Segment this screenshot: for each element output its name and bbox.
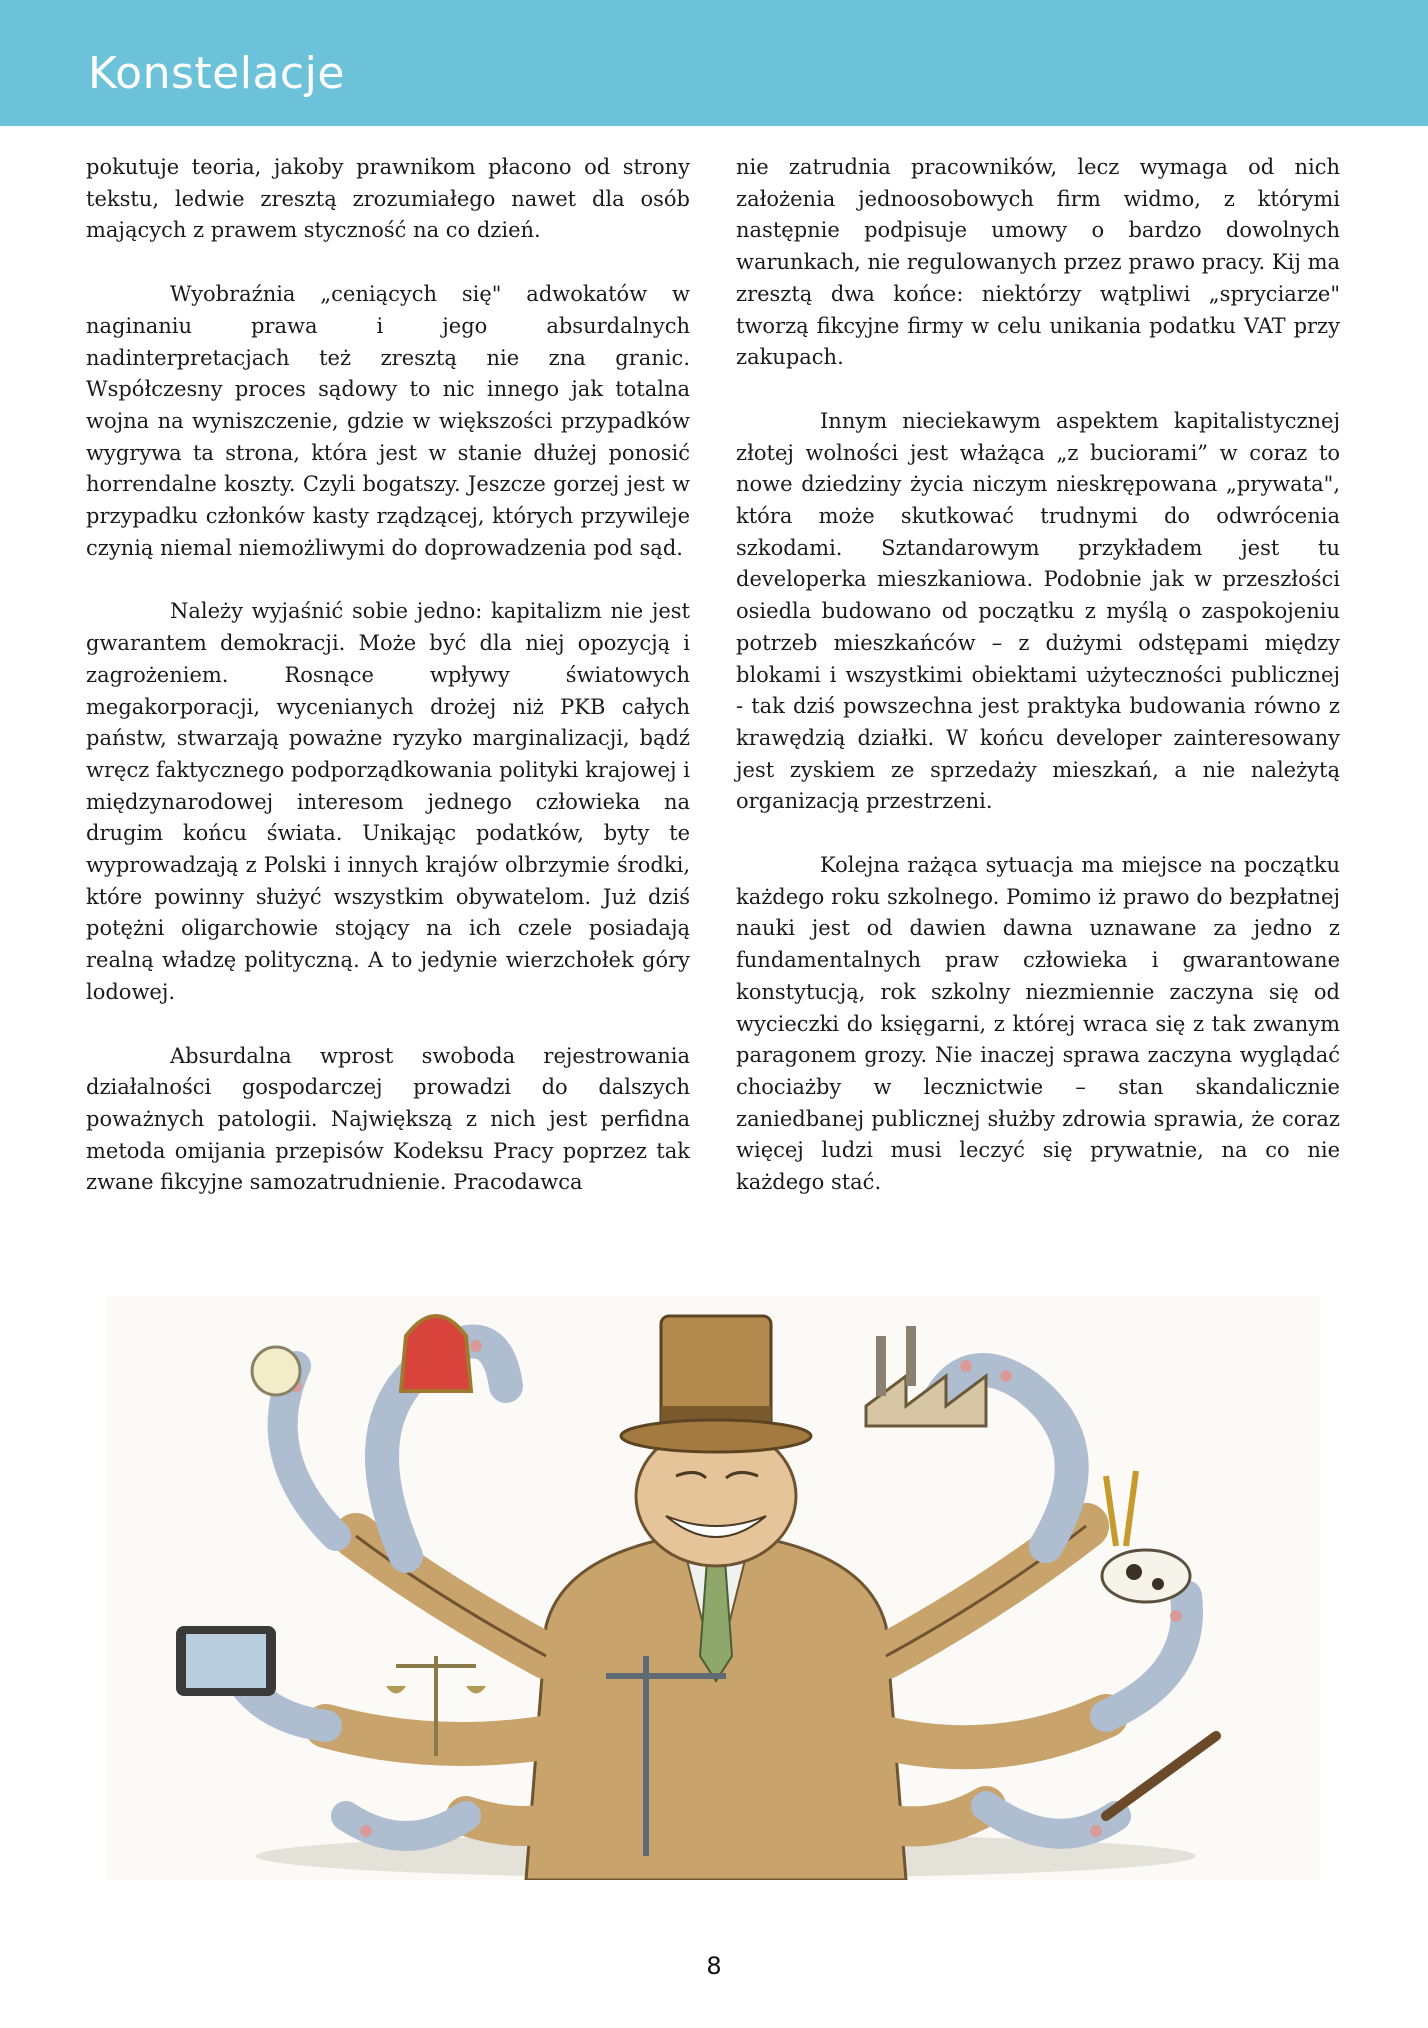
paragraph: pokutuje teoria, jakoby prawnikom płacono od strony tekstu, ledwie zresztą zrozumiałego nawet dla osób mających z prawem styczność na co dzień. — [86, 155, 690, 243]
paragraph: nie zatrudnia pracowników, lecz wymaga od nich założenia jednoosobowych firm widmo, z którymi następnie podpisuje umowy o bardzo dowolnych warunkach, nie regulowanych przez prawo pracy. Kij ma zresztą dwa końce: niektórzy wątpliwi „spryciarze" tworzą fikcyjne firmy w celu unikania podatku VAT przy zakupach. — [736, 155, 1340, 370]
right-column — [736, 152, 1340, 1231]
paragraph: Kolejna rażąca sytuacja ma miejsce na początku każdego roku szkolnego. Pomimo iż prawo do bezpłatnej nauki jest od dawien dawna uznawane za jedno z fundamentalnych praw człowieka i gwarantowane konstytucją, rok szkolny niezmiennie zaczyna się od wycieczki do księgarni, z której wraca się z tak zwanym paragonem grozy. Nie inaczej sprawa zaczyna wyglądać chociażby w lecznictwie – stan skandalicznie zaniedbanej publicznej służby zdrowia sprawia, że coraz więcej ludzi musi leczyć się prywatnie, na co nie każdego stać. — [736, 853, 1340, 1195]
header-bar — [0, 0, 1428, 126]
page-number: 8 — [706, 1952, 722, 1980]
paragraph: Absurdalna wprost swoboda rejestrowania działalności gospodarczej prowadzi do dalszych poważnych patologii. Największą z nich jest perfidna metoda omijania przepisów Kodeksu Pracy poprzez tak zwane fikcyjne samozatrudnienie. Pracodawca — [86, 1043, 690, 1195]
tycoon-with-tentacles-illustration — [106, 1296, 1320, 1880]
left-column — [86, 152, 690, 1231]
paragraph: Innym nieciekawym aspektem kapitalistycznej złotej wolności jest włażąca „z buciorami” w coraz to nowe dziedziny życia niczym nieskrępowana „prywata", która może skutkować trudnymi do odwrócenia szkodami. Sztandarowym przykładem jest tu developerka mieszkaniowa. Podobnie jak w przeszłości osiedla budowano od początku z myślą o zaspokojeniu potrzeb mieszkańców – z dużymi odstępami między blokami i wszystkimi obiektami użyteczności publicznej - tak dziś powszechna jest praktyka budowania równo z krawędzią działki. W końcu developer zainteresowany jest zyskiem ze sprzedaży mieszkań, a nie należytą organizacją przestrzeni. — [736, 408, 1340, 814]
paragraph: Należy wyjaśnić sobie jedno: kapitalizm nie jest gwarantem demokracji. Może być dla niej opozycją i zagrożeniem. Rosnące wpływy światowych megakorporacji, wycenianych drożej niż PKB całych państw, stwarzają poważne ryzyko marginalizacji, bądź wręcz faktycznego podporządkowania polityki krajowej i międzynarodowej interesom jednego człowieka na drugim końcu świata. Unikając podatków, byty te wyprowadzają z Polski i innych krajów olbrzymie środki, które powinny służyć wszystkim obywatelom. Już dziś potężni oligarchowie stojący na ich czele posiadają realną władzę polityczną. A to jedynie wierzchołek góry lodowej. — [86, 599, 690, 1004]
section-title: Konstelacje — [88, 48, 345, 99]
paragraph: Wyobraźnia „ceniących się" adwokatów w naginaniu prawa i jego absurdalnych nadinterpretacjach też zresztą nie zna granic. Współczesny proces sądowy to nic innego jak totalna wojna na wyniszczenie, gdzie w większości przypadków wygrywa ta strona, która jest w stanie dłużej ponosić horrendalne koszty. Czyli bogatszy. Jeszcze gorzej jest w przypadku członków kasty rządzącej, których przywileje czynią niemal niemożliwymi do doprowadzenia pod sąd. — [86, 282, 690, 560]
